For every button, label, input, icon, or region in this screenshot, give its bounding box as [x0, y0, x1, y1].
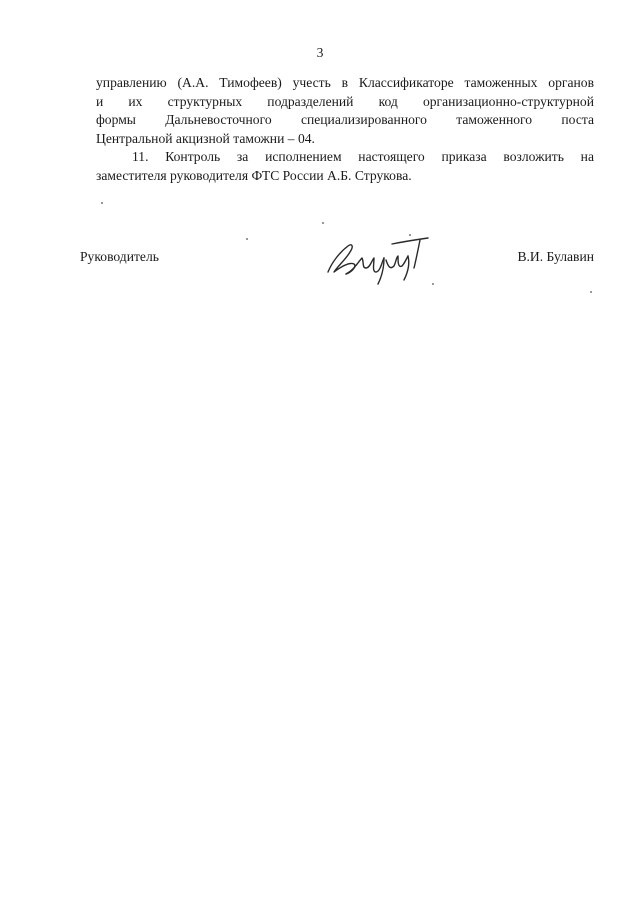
signatory-name: В.И. Булавин [517, 249, 594, 264]
paragraph-11-control [96, 148, 594, 185]
scan-speck [590, 291, 592, 293]
scan-speck [322, 222, 324, 224]
text-line: заместителя руководителя ФТС России А.Б. Струкова. [96, 167, 412, 183]
signature-block [80, 232, 594, 292]
text-line: формы Дальневосточного специализированного таможенного поста [96, 112, 594, 127]
text-line: 11. Контроль за исполнением настоящего приказа возложить на [132, 149, 594, 164]
text-line: управлению (А.А. Тимофеев) учесть в Классификаторе таможенных органов [96, 75, 594, 90]
page-number: 3 [316, 45, 324, 60]
handwritten-signature [324, 232, 434, 288]
scan-speck [101, 202, 103, 204]
scan-speck [432, 283, 434, 285]
paragraph-registry-code [96, 74, 594, 148]
scan-speck [409, 234, 411, 236]
signatory-position: Руководитель [80, 249, 159, 264]
text-line: и их структурных подразделений код организационно-структурной [96, 93, 594, 109]
document-body [96, 74, 594, 185]
scan-speck [246, 238, 248, 240]
text-line: Центральной акцизной таможни – 04. [96, 130, 315, 146]
